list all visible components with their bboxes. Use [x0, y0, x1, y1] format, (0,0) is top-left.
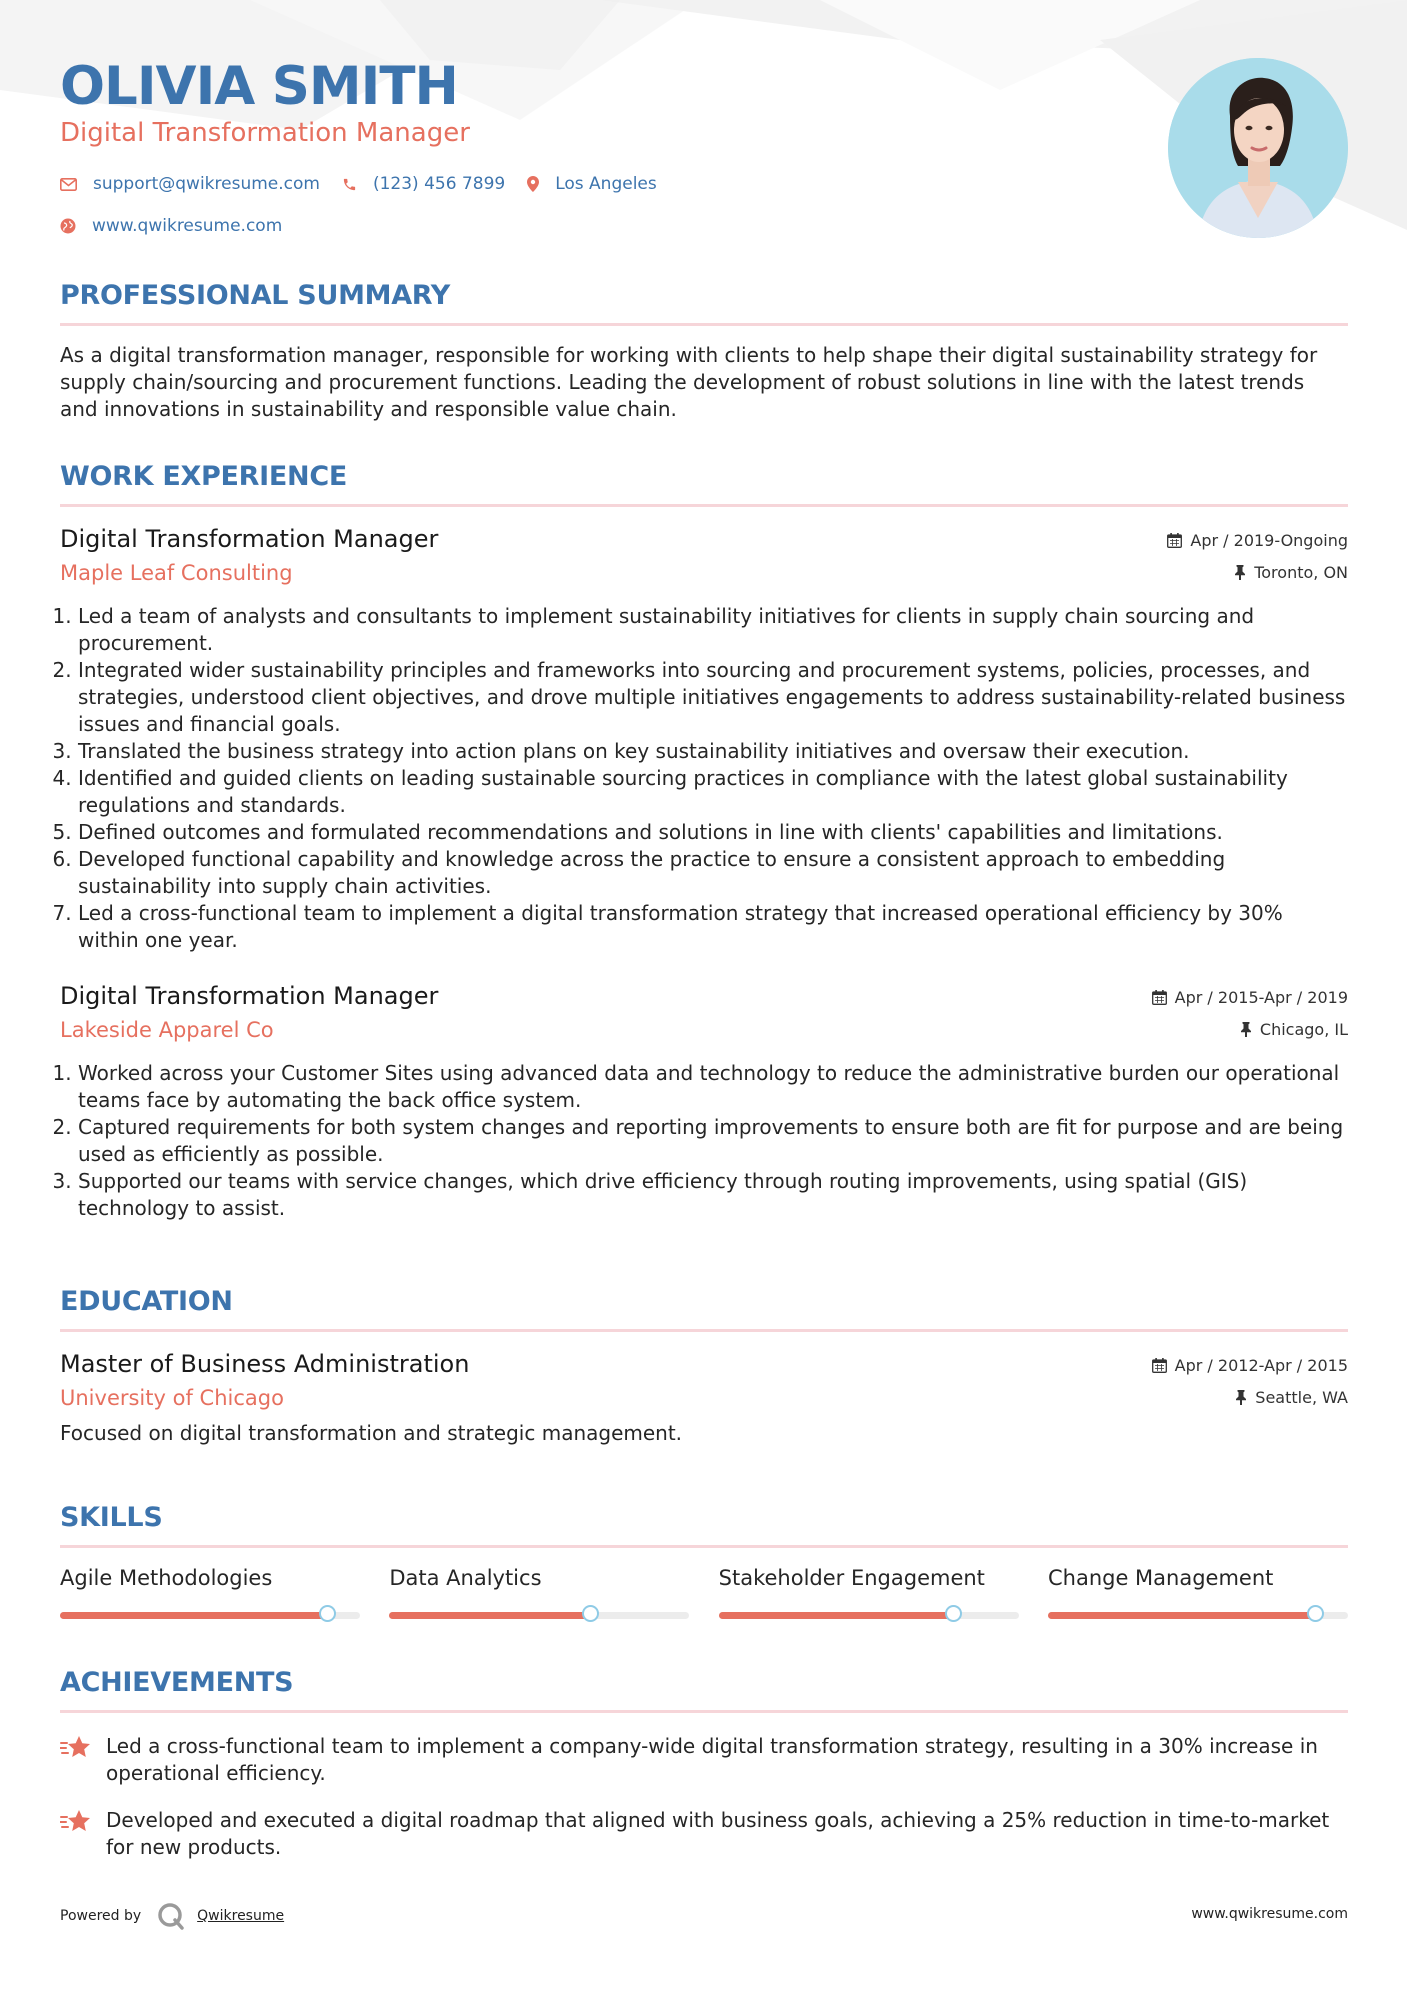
job-date: [1152, 988, 1348, 1007]
skill-item: [719, 1566, 1019, 1619]
calendar-icon: [1152, 1358, 1167, 1373]
job-responsibilities: [60, 1060, 1348, 1222]
calendar-icon: [1152, 990, 1167, 1005]
powered-by-label: Powered by: [60, 1908, 142, 1924]
candidate-name: OLIVIA SMITH: [60, 56, 458, 117]
skills-list: [60, 1566, 1348, 1619]
star-badge-icon: [60, 1735, 92, 1761]
location-text: Los Angeles: [555, 174, 657, 194]
pushpin-icon: [1234, 565, 1246, 580]
skill-bar-fill: [389, 1612, 590, 1619]
section-divider: [60, 323, 1348, 326]
job-company: Maple Leaf Consulting: [60, 561, 293, 585]
skill-bar-knob: [319, 1605, 336, 1622]
skill-bar-fill: [1048, 1612, 1315, 1619]
job-date: [1167, 531, 1348, 550]
skill-bar-knob: [1307, 1605, 1324, 1622]
education-location-text: Seattle, WA: [1255, 1388, 1348, 1407]
skill-name: Agile Methodologies: [60, 1566, 273, 1590]
job-location: [1240, 1020, 1348, 1039]
skill-name: Stakeholder Engagement: [718, 1566, 985, 1590]
skill-bar-fill: [719, 1612, 953, 1619]
achievements-heading: ACHIEVEMENTS: [60, 1667, 294, 1698]
pushpin-icon: [1235, 1390, 1247, 1405]
profile-photo: [1168, 58, 1348, 238]
candidate-role: Digital Transformation Manager: [60, 118, 470, 148]
education-header: [60, 1350, 1348, 1420]
page-footer: [60, 1902, 1348, 1932]
education-description: Focused on digital transformation and strategic management.: [60, 1421, 683, 1445]
job-entry: [60, 525, 1348, 954]
job-entry: [60, 982, 1348, 1222]
skill-bar-fill: [60, 1612, 327, 1619]
achievement-text: Developed and executed a digital roadmap that aligned with business goals, achieving a 25% reduction in time-to-market for new products.: [106, 1808, 1330, 1859]
star-badge-icon: [60, 1809, 92, 1835]
list-item: 4. Identified and guided clients on leading sustainable sourcing practices in compliance with the latest global sustainability regulations and standards.: [78, 765, 1348, 819]
list-item: 6. Developed functional capability and knowledge across the practice to ensure a consistent approach to embedding sustainability into supply chain activities.: [78, 846, 1348, 900]
map-pin-icon: [527, 176, 539, 192]
skill-name: Data Analytics: [389, 1566, 542, 1590]
list-item: 1. Worked across your Customer Sites using advanced data and technology to reduce the administrative burden our operational teams face by automating the back office system.: [78, 1060, 1348, 1114]
contact-website[interactable]: [60, 216, 282, 236]
contact-row-2: [60, 216, 304, 236]
skill-bar-knob: [582, 1605, 599, 1622]
work-heading: WORK EXPERIENCE: [60, 461, 347, 492]
list-item: 5. Defined outcomes and formulated recommendations and solutions in line with clients' capabilities and limitations.: [78, 819, 1348, 846]
job-company: Lakeside Apparel Co: [60, 1018, 274, 1042]
list-item: 3. Supported our teams with service changes, which drive efficiency through routing improvements, using spatial (GIS) technology to assist.: [78, 1168, 1348, 1222]
education-section: [60, 1286, 1348, 1447]
job-header: [60, 525, 1348, 595]
education-location: [1235, 1388, 1348, 1407]
list-item: 2. Integrated wider sustainability principles and frameworks into sourcing and procurement systems, policies, processes, and strategies, understood client objectives, and drove multiple initiatives engagements to address sustainability-related business issues and financial goals.: [78, 657, 1348, 738]
footer-website[interactable]: www.qwikresume.com: [1191, 1906, 1348, 1922]
contact-location: [527, 174, 657, 194]
education-heading: EDUCATION: [60, 1286, 233, 1317]
job-location: [1234, 563, 1348, 582]
email-text: support@qwikresume.com: [93, 174, 320, 194]
contact-email[interactable]: [60, 174, 320, 194]
skill-bar: [60, 1612, 360, 1619]
education-date: [1152, 1356, 1348, 1375]
skill-bar: [1048, 1612, 1348, 1619]
contact-row-1: [60, 174, 679, 194]
summary-section: [60, 280, 1348, 423]
qwikresume-logo-icon: [157, 1902, 185, 1930]
job-date-text: Apr / 2019-Ongoing: [1190, 531, 1348, 550]
job-location-text: Chicago, IL: [1259, 1020, 1348, 1039]
achievements-section: [60, 1667, 1348, 1861]
skill-bar-knob: [945, 1605, 962, 1622]
job-location-text: Toronto, ON: [1254, 563, 1348, 582]
summary-heading: PROFESSIONAL SUMMARY: [60, 280, 451, 311]
brand-link[interactable]: Qwikresume: [197, 1908, 285, 1924]
pushpin-icon: [1240, 1022, 1252, 1037]
skill-item: [60, 1566, 360, 1619]
section-divider: [60, 1329, 1348, 1332]
list-item: 7. Led a cross-functional team to implement a digital transformation strategy that increased operational efficiency by 30% within one year.: [78, 900, 1348, 954]
list-item: 3. Translated the business strategy into action plans on key sustainability initiatives and oversaw their execution.: [78, 738, 1348, 765]
school-name: University of Chicago: [60, 1386, 284, 1410]
section-divider: [60, 1545, 1348, 1548]
skill-item: [1048, 1566, 1348, 1619]
list-item: 1. Led a team of analysts and consultants to implement sustainability initiatives for clients in supply chain sourcing and procurement.: [78, 603, 1348, 657]
skill-bar: [389, 1612, 689, 1619]
section-divider: [60, 504, 1348, 507]
envelope-icon: [60, 178, 77, 191]
work-section: [60, 461, 1348, 1222]
summary-text: As a digital transformation manager, responsible for working with clients to help shape their digital sustainability strategy for supply chain/sourcing and procurement functions. Leading the development of robust solutions in line with the latest trends and innovations in sustainability and responsible value chain.: [60, 343, 1318, 421]
globe-icon: [60, 218, 76, 234]
skills-heading: SKILLS: [60, 1502, 163, 1533]
job-title: Digital Transformation Manager: [60, 525, 439, 553]
calendar-icon: [1167, 533, 1182, 548]
education-date-text: Apr / 2012-Apr / 2015: [1174, 1356, 1348, 1375]
section-divider: [60, 1710, 1348, 1713]
skill-name: Change Management: [1047, 1566, 1274, 1590]
phone-text: (123) 456 7899: [372, 174, 506, 194]
job-responsibilities: [60, 603, 1348, 954]
footer-powered-by: [60, 1902, 284, 1930]
achievement-text: Led a cross-functional team to implement a company-wide digital transformation strategy, resulting in a 30% increase in operational efficiency.: [106, 1734, 1318, 1785]
website-text: www.qwikresume.com: [92, 216, 283, 236]
achievement-item: [60, 1807, 1348, 1861]
skill-item: [389, 1566, 689, 1619]
job-header: [60, 982, 1348, 1052]
skill-bar: [719, 1612, 1019, 1619]
job-date-text: Apr / 2015-Apr / 2019: [1174, 988, 1348, 1007]
list-item: 2. Captured requirements for both system changes and reporting improvements to ensure both are fit for purpose and are being used as efficiently as possible.: [78, 1114, 1348, 1168]
skills-section: [60, 1502, 1348, 1619]
job-title: Digital Transformation Manager: [60, 982, 439, 1010]
degree-title: Master of Business Administration: [60, 1350, 470, 1378]
avatar-illustration: [1168, 58, 1348, 238]
contact-phone[interactable]: [342, 174, 505, 194]
phone-icon: [342, 177, 357, 192]
achievement-item: [60, 1733, 1348, 1787]
